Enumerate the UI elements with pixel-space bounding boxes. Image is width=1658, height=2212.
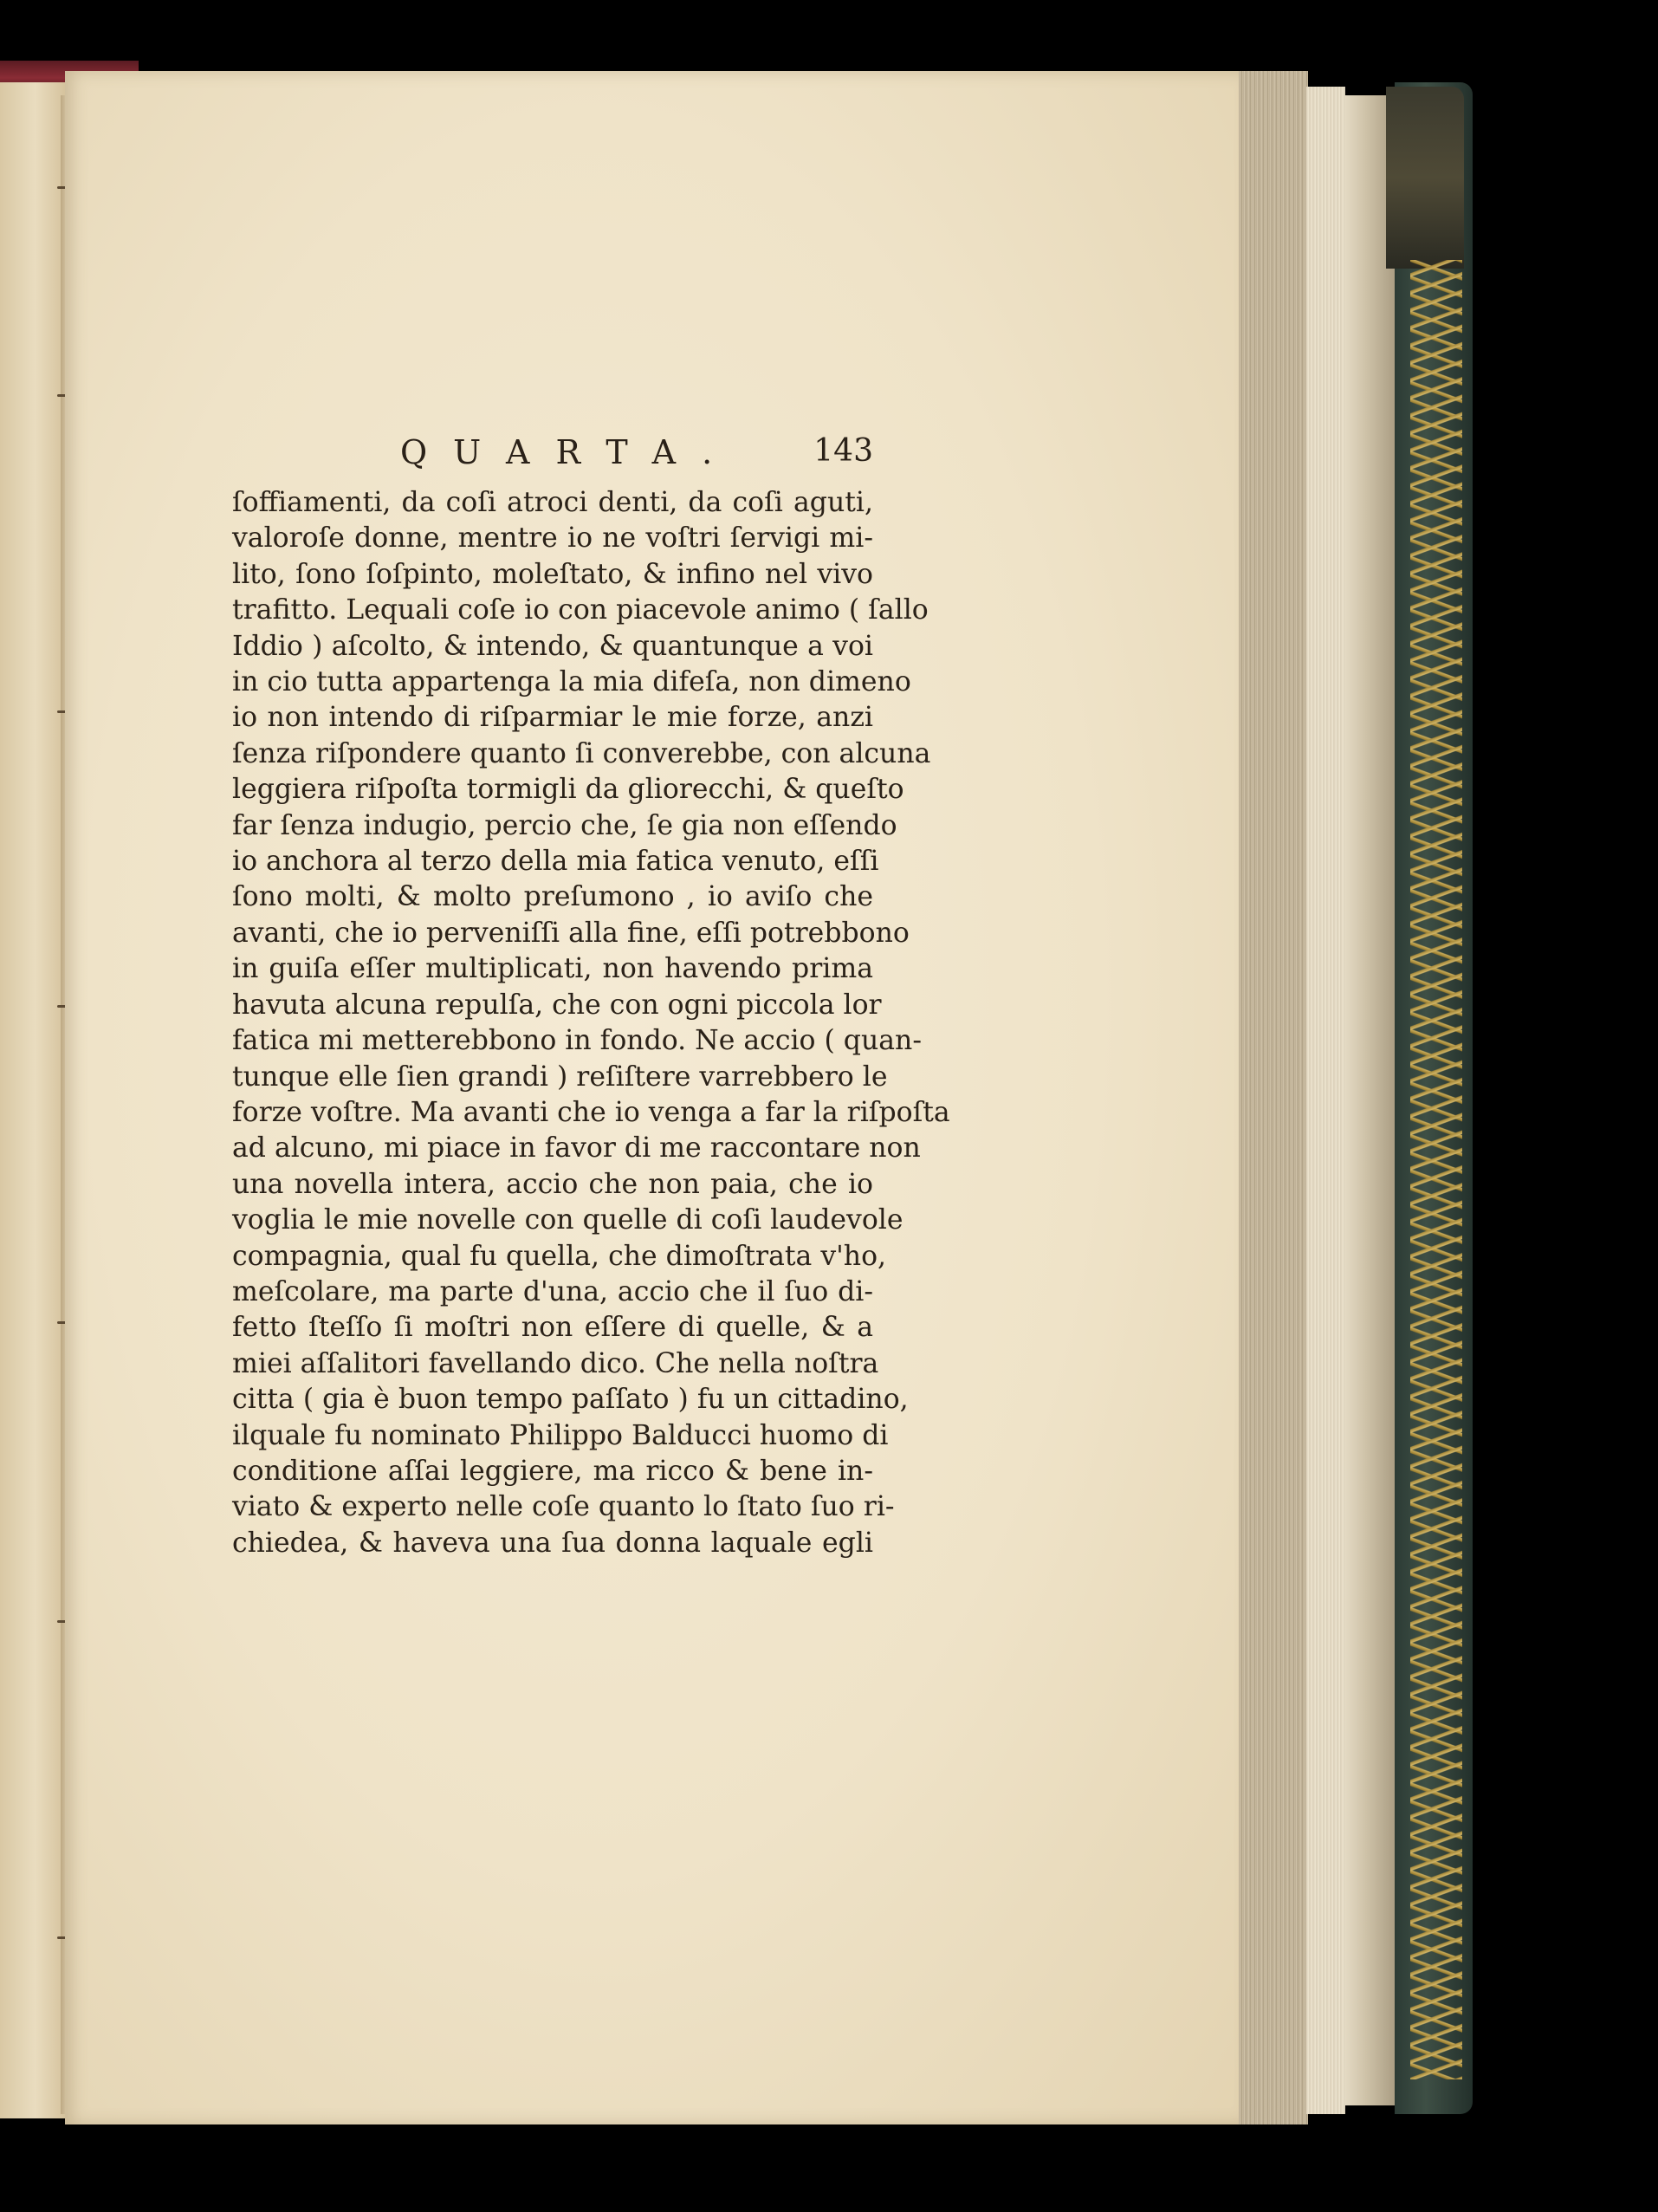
text-line: in cio tutta appartenga la mia difeſa, non dimeno [232,666,911,698]
text-line: citta ( gia è buon tempo paſſato ) fu un cittadino, [232,1384,909,1416]
text-line: io non intendo di riſparmiar le mie forze, anzi [232,702,873,734]
text-line: voglia le mie novelle con quelle di coſi laudevole [232,1204,903,1236]
page-block-edge [1239,71,1308,2124]
text-line: trafitto. Lequali coſe io con piacevole animo ( ſallo [232,594,929,626]
text-line: forze voſtre. Ma avanti che io venga a far la riſpoſta [232,1096,950,1128]
text-line: ilquale fu nominato Philippo Balducci huomo di [232,1419,889,1451]
running-head [232,433,873,485]
text-line: leggiera riſpoſta tormigli da gliorecchi, & queſto [232,774,904,806]
text-line: lito, ſono ſoſpinto, moleſtato, & infino nel vivo [232,558,873,590]
text-line: chiedea, & haveva una ſua donna laquale egli [232,1527,873,1559]
page-number: 143 [813,433,873,469]
text-line: avanti, che io perveniſſi alla fine, eſſi potrebbono [232,917,910,949]
page-block-edge-outer [1344,95,1396,2105]
text-line: tunque elle ſien grandi ) reſiſtere varrebbero le [232,1061,888,1093]
text-block [232,433,950,1561]
page-block-edge-inner [1306,87,1345,2114]
text-line: ſono molti, & molto preſumono , io aviſo che [232,881,873,913]
text-line: viato & experto nelle coſe quanto lo ſtato ſuo ri- [232,1491,895,1523]
text-line: far ſenza indugio, percio che, ſe gia non eſſendo [232,809,897,841]
text-line: fetto ſteſſo ſi moſtri non eſſere di quelle, & a [232,1312,873,1344]
text-line: in guiſa eſſer multiplicati, non havendo prima [232,953,873,985]
running-title: QUARTA. [400,433,739,471]
text-line: ſoffiamenti, da coſi atroci denti, da coſi aguti, [232,487,873,518]
text-line: conditione aſſai leggiere, ma ricco & bene in- [232,1455,873,1487]
text-line: valoroſe donne, mentre io ne voſtri ſervigi mi- [232,522,873,555]
text-line: havuta alcuna repulſa, che con ogni piccola lor [232,989,882,1021]
text-line: ad alcuno, mi piace in favor di me raccontare non [232,1132,921,1164]
text-line: una novella intera, accio che non paia, che io [232,1168,873,1200]
text-line: compagnia, qual fu quella, che dimoſtrata v'ho, [232,1240,887,1272]
text-line: miei aſſalitori favellando dico. Che nella noſtra [232,1347,879,1379]
gold-tooling-ornament [1410,260,1462,2079]
binding-headcap [1386,87,1464,269]
text-line: io anchora al terzo della mia fatica venuto, eſſi [232,846,879,878]
text-line: meſcolare, ma parte d'una, accio che il ſuo di- [232,1275,873,1307]
text-line: fatica mi metterebbono in fondo. Ne accio ( quan- [232,1025,922,1057]
text-line: Iddio ) aſcolto, & intendo, & quantunque a voi [232,630,873,662]
text-line: ſenza riſpondere quanto ſi converebbe, con alcuna [232,737,931,769]
body-text [232,485,950,1561]
